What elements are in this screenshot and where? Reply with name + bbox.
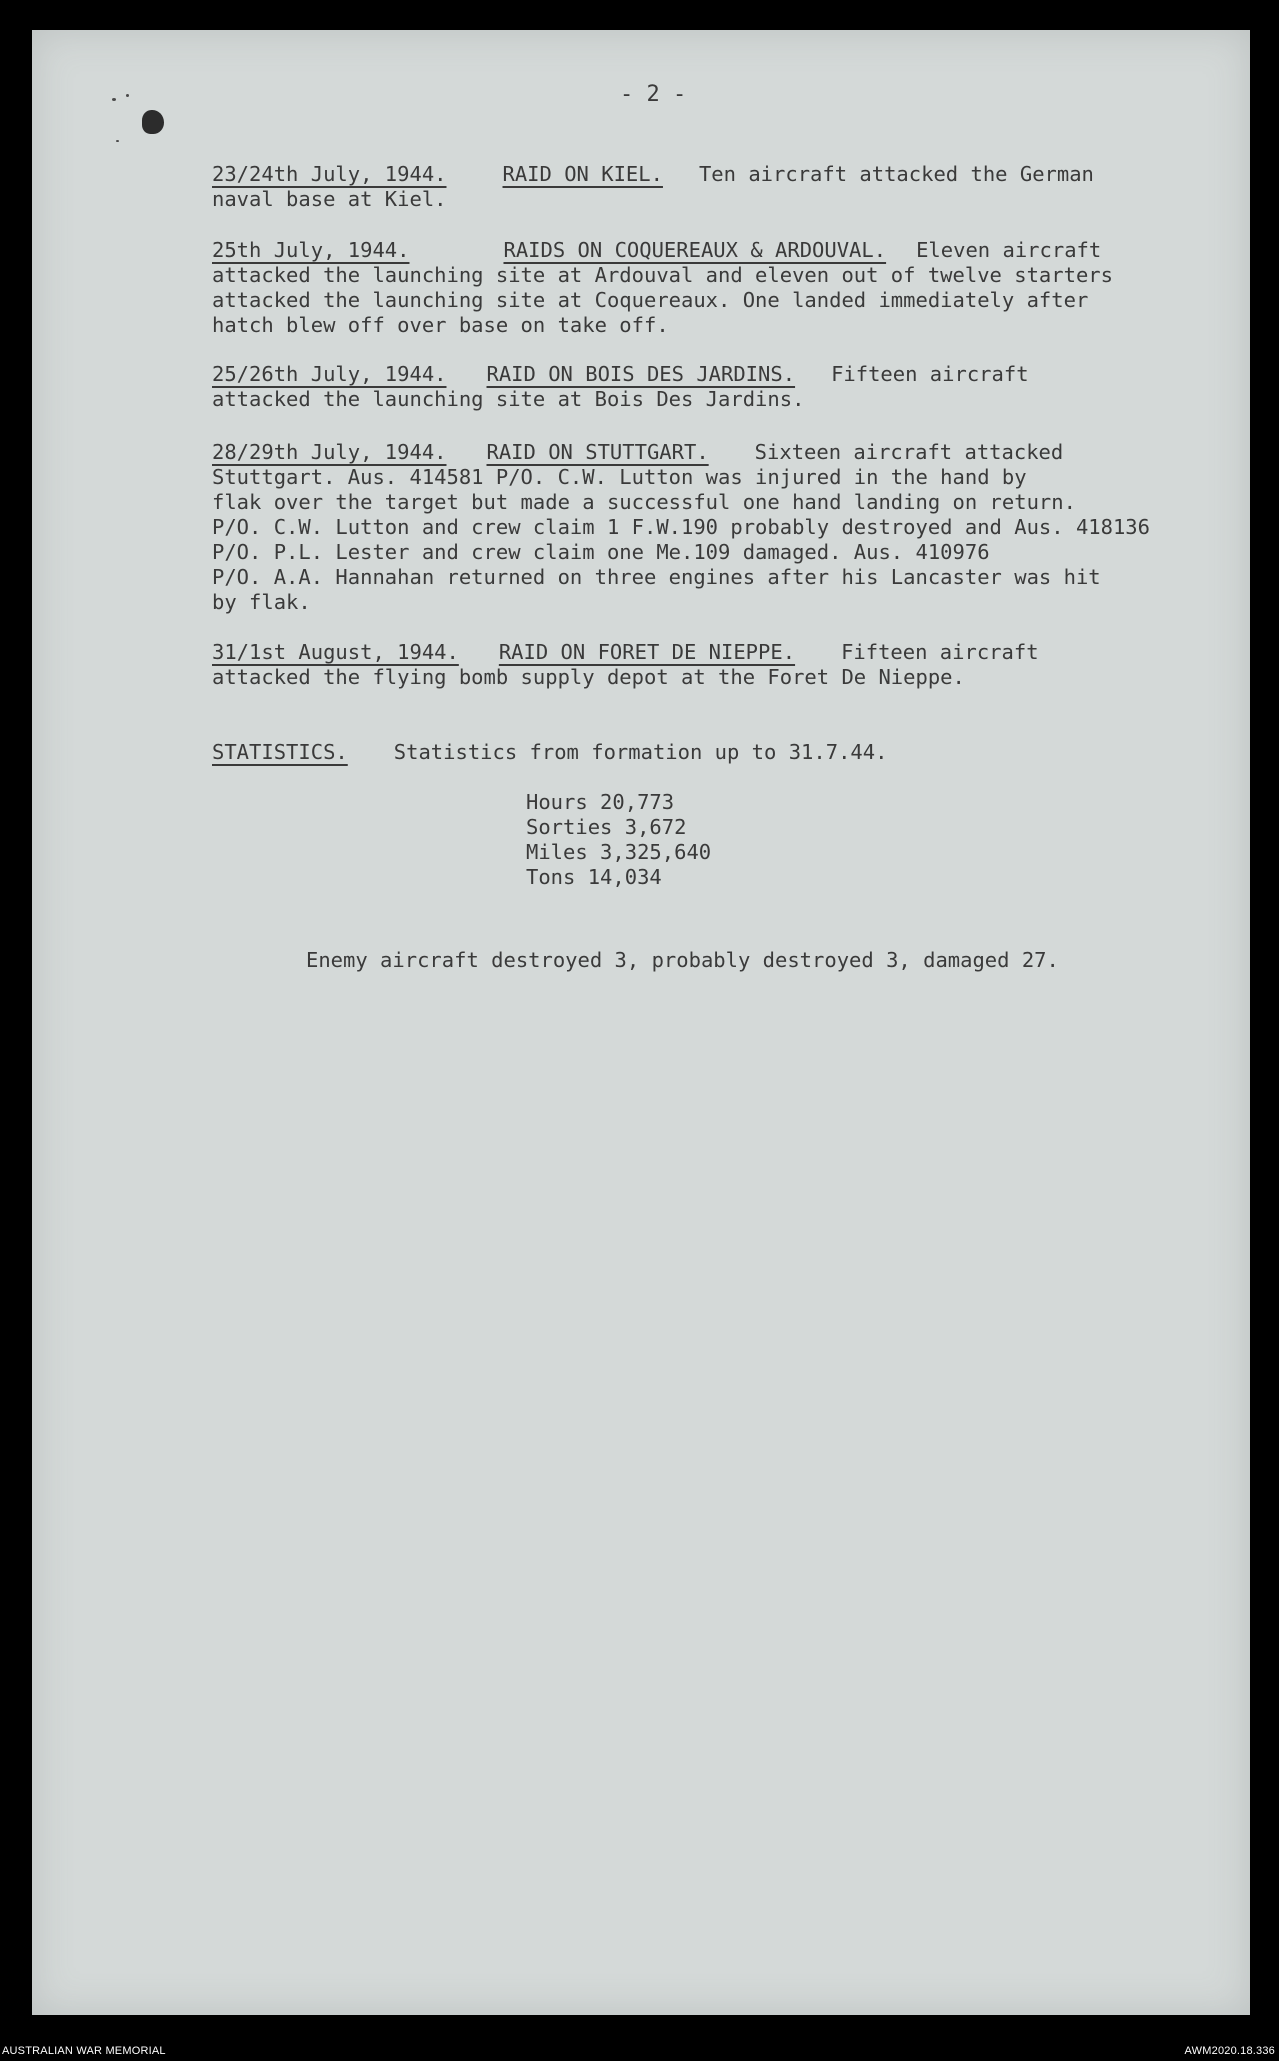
statistics-item: Tons 14,034 bbox=[526, 865, 662, 889]
entry-text: naval base at Kiel. bbox=[212, 187, 447, 211]
statistics-section bbox=[212, 740, 887, 765]
paper-speck bbox=[116, 140, 119, 142]
entry-heading-line bbox=[212, 640, 1039, 665]
entry-title: RAID ON BOIS DES JARDINS. bbox=[486, 362, 796, 386]
entry-heading-line bbox=[212, 162, 1094, 187]
entry-text: attacked the launching site at Bois Des Jardins. bbox=[212, 387, 805, 411]
archive-credit: AUSTRALIAN WAR MEMORIAL bbox=[2, 2045, 166, 2057]
entry-bois-des-jardins bbox=[212, 362, 1029, 412]
entry-text: P/O. C.W. Lutton and crew claim 1 F.W.190 probably destroyed and Aus. 418136 bbox=[212, 515, 1150, 539]
entry-text: flak over the target but made a successful one hand landing on return. bbox=[212, 490, 1076, 514]
entry-text: Eleven aircraft bbox=[916, 238, 1102, 262]
statistics-heading-line bbox=[212, 740, 887, 765]
entry-heading-line bbox=[212, 362, 1029, 387]
statistics-item: Sorties 3,672 bbox=[526, 815, 687, 839]
entry-text: Stuttgart. Aus. 414581 P/O. C.W. Lutton was injured in the hand by bbox=[212, 465, 1027, 489]
statistics-heading: STATISTICS. bbox=[212, 740, 348, 764]
entry-text: P/O. A.A. Hannahan returned on three engines after his Lancaster was hit bbox=[212, 565, 1101, 589]
archive-reference: AWM2020.18.336 bbox=[1184, 2045, 1275, 2057]
entry-text: Sixteen aircraft attacked bbox=[754, 440, 1064, 464]
entry-date: 23/24th July, 1944. bbox=[212, 162, 447, 186]
statistics-list bbox=[526, 790, 711, 890]
entry-title: RAID ON STUTTGART. bbox=[486, 440, 709, 464]
entry-heading-line bbox=[212, 440, 1150, 465]
entry-heading-line bbox=[212, 238, 1113, 263]
entry-text: P/O. P.L. Lester and crew claim one Me.109 damaged. Aus. 410976 bbox=[212, 540, 990, 564]
paper-speck bbox=[126, 94, 129, 97]
entry-date: 31/1st August, 1944. bbox=[212, 640, 459, 664]
entry-text: Ten aircraft attacked the German bbox=[698, 162, 1094, 186]
entry-foret-de-nieppe bbox=[212, 640, 1039, 690]
entry-title: RAID ON FORET DE NIEPPE. bbox=[498, 640, 796, 664]
punch-hole-damage bbox=[142, 110, 164, 134]
entry-text: Fifteen aircraft bbox=[841, 640, 1039, 664]
statistics-item: Miles 3,325,640 bbox=[526, 840, 712, 864]
entry-text: Fifteen aircraft bbox=[831, 362, 1029, 386]
entry-text: attacked the launching site at Coquereaux. One landed immediately after bbox=[212, 288, 1089, 312]
entry-coquereaux-ardouval bbox=[212, 238, 1113, 338]
paper-speck bbox=[112, 98, 116, 101]
entry-text: attacked the launching site at Ardouval and eleven out of twelve starters bbox=[212, 263, 1113, 287]
entry-kiel bbox=[212, 162, 1094, 212]
page-number: - 2 - bbox=[620, 82, 687, 107]
entry-text: hatch blew off over base on take off. bbox=[212, 313, 669, 337]
entry-text: by flak. bbox=[212, 590, 311, 614]
entry-date: 25/26th July, 1944. bbox=[212, 362, 447, 386]
entry-date: 25th July, 1944. bbox=[212, 238, 410, 262]
statistics-item: Hours 20,773 bbox=[526, 790, 675, 814]
enemy-aircraft-summary: Enemy aircraft destroyed 3, probably destroyed 3, damaged 27. bbox=[306, 948, 1059, 972]
entry-title: RAID ON KIEL. bbox=[502, 162, 663, 186]
entry-stuttgart bbox=[212, 440, 1150, 615]
statistics-intro: Statistics from formation up to 31.7.44. bbox=[393, 740, 888, 764]
entry-text: attacked the flying bomb supply depot at the Foret De Nieppe. bbox=[212, 665, 965, 689]
entry-date: 28/29th July, 1944. bbox=[212, 440, 447, 464]
entry-title: RAIDS ON COQUEREAUX & ARDOUVAL. bbox=[503, 238, 887, 262]
